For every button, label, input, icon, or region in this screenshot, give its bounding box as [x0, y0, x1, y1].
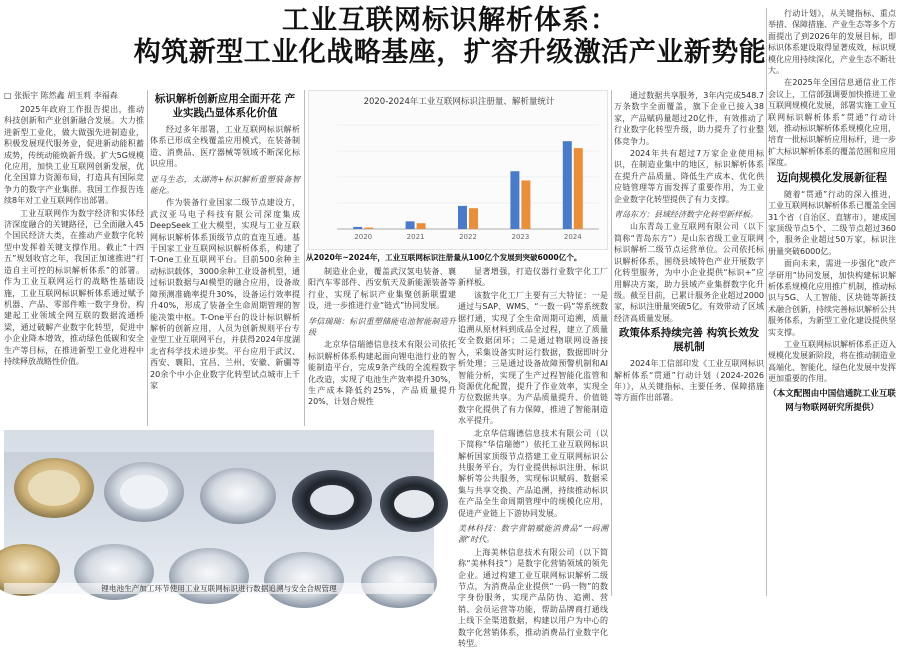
column-divider [611, 90, 612, 596]
paragraph: 工业互联网标识解析体系正迈入规模化发展新阶段，将在推动制造业高端化、智能化、绿色化发展中发挥更加重要的作用。 [768, 339, 896, 384]
paragraph: 面向未来，需进一步强化“政产学研用”协同发展，加快构建标识解析体系规模化应用推广机制，推动标识与5G、人工智能、区块链等新技术融合创新，持续完善标识解析公共服务体系，为新型工业化建设提供坚实支撑。 [768, 259, 896, 337]
x-tick-label: 2022 [459, 233, 477, 241]
headline-line-1: 工业互联网标识解析体系： [282, 5, 618, 36]
bar [563, 141, 572, 229]
column-divider [304, 90, 305, 426]
byline [4, 90, 144, 101]
paragraph: 经过多年部署，工业互联网标识解析体系已形成全栈覆盖应用模式，在装备制造、消费品、医疗器械等领域不断深化标识应用。 [150, 125, 300, 169]
paragraph: 山东青岛工业互联网有限公司（以下简称“青岛东方”）是山东省级工业互联网标识解析二级节点运营单位。公司依托标识解析体系，围绕县域特色产业开展数字化转型服务，为中小企业提供“标识+”应用解决方案，助力县域产业集群数字化升级。截至目前，已累计服务企业超过2000家，标识注册量突破5亿，有效带动了区域经济高质量发展。 [614, 222, 764, 323]
bar [364, 228, 373, 229]
paragraph: 2024年工信部印发《工业互联网标识解析体系“贯通”行动计划（2024-2026年）》，从关键指标、主要任务、保障措施等方面作出部署。 [614, 359, 764, 403]
battery-cells-illustration [4, 430, 434, 594]
bar [574, 148, 583, 229]
paragraph: 随着“贯通”行动的深入推进，工业互联网标识解析体系已覆盖全国31个省（自治区、直辖市），建成国家顶级节点5个、二级节点超过360个，服务企业超过50万家，标识注册量突破6000亿。 [768, 189, 896, 256]
section-subhead: 迈向规模化发展新征程 [777, 170, 887, 184]
column-3 [458, 266, 608, 648]
case-kicker: 亚马生态，太湖湾+标识解析重塑装备智能化。 [150, 174, 300, 196]
column-divider [147, 90, 148, 426]
case-kicker: 华信瑞瑞：标识重塑储能电池智能制造升级 [308, 316, 456, 338]
column-1 [4, 104, 144, 426]
bar [510, 171, 519, 229]
paragraph: 2025年政府工作报告提出，推动科技创新和产业创新融合发展。大力推进新型工业化，做大做强先进制造业，积极发展现代服务业，促进新动能积蓄成势，传统动能焕新升级。扩大5G规模化应用，加快工业互联网创新发展，优化全国算力资源布局，打造具有国际竞争力的数字产业集群。我国工作报告连续8年对工业互联网作出部署。 [4, 105, 144, 206]
bar [417, 223, 426, 229]
photo-caption: 锂电池生产加工环节使用工业互联网标识进行数据追溯与安全合规管理 [4, 583, 434, 594]
battery-production-photo [4, 430, 434, 594]
chart-caption: 从2020年~2024年，工业互联网标识注册量从100亿个发展到突破6000亿个。 [306, 253, 582, 262]
section-subhead: 标识解析创新应用全面开花 产业实践凸显体系化价值 [154, 93, 296, 119]
column-2 [150, 90, 300, 426]
paragraph: 2024年共有超过7万家企业使用标识，在制造业集中的地区，标识解析体系在提升产品质量、降低生产成本、优化供应链管理等方面发挥了重要作用，为工业企业数字化转型提供了有力支撑。 [614, 149, 764, 204]
column-5 [768, 8, 896, 596]
bar [469, 208, 478, 229]
case-kicker: 美林科技：数字营销赋能消费品“一码溯源”时代。 [458, 523, 608, 545]
bar [406, 221, 415, 229]
bar [521, 180, 530, 229]
paragraph: 在2025年全国信息通信业工作会议上，工信部强调要加快推进工业互联网规模化发展，部署实施工业互联网标识解析体系“贯通”行动计划，推动标识解析体系规模化应用，培育一批标识解析应用标杆，进一步扩大标识解析体系的覆盖范围和应用深度。 [768, 78, 896, 168]
bar-chart [309, 91, 609, 251]
paragraph: 上海美林信息技术有限公司（以下简称“美林科技”）是数字化营销领域的领先企业。通过构建工业互联网标识解析二级节点，为消费品企业提供“一码一物”的数字身份服务，实现产品防伪、追溯、营销、会员运营等功能，帮助品牌商打通线上线下全渠道数据，构建以用户为中心的数字化营销体系，推动消费品行业数字化转型。 [458, 547, 608, 648]
case-kicker: 青岛东方：县域经济数字化转型新样板。 [614, 210, 758, 220]
bar [458, 206, 467, 229]
column-divider [766, 8, 767, 596]
byline-text: □ 张振宇 陈然鑫 胡玉莉 李福森 [4, 91, 118, 100]
paragraph: 显著增强，打造仪器行业数字化工厂新样板。 [458, 267, 608, 288]
column-2b [308, 266, 456, 426]
chart-title: 2020-2024年工业互联网标识注册量、解析量统计 [363, 97, 555, 107]
chart-panel [308, 90, 608, 250]
paragraph: 作为装备行业国家二级节点建设方，武汉亚马电子科技有限公司深度集成DeepSeek工业大模型，实现与工业互联网标识解析体系顶级节点的直连互通。基于国家工业互联网标识解析体系，构建了T-One工业互联网平台。目前500余种主动标识载体，3000余种工业设备机型，通过标识数据与AI模型的融合应用，设备故障预测准确率提升30%，设备运行效率提升40%，形成了装备全生命周期管理的智能决策中枢。T-One平台的设计标识解析解析的创新应用，人员为创新规则平台专业型工业互联网平台，并获得2024年度湖北省科学技术进步奖。平台应用于武汉、西安、襄阳、宜昌、兰州、安徽、新疆等20余个中小企业数字化转型试点城市上千家 [150, 198, 300, 390]
paragraph: 通过数据共享服务，3年内完成548.7万条数字全面覆盖，旗下企业已接入38家，产品赋码量超过20亿件，有效推动了行业数字化转型升级，助力提升了行业整体竞争力。 [614, 91, 764, 146]
x-tick-label: 2020 [354, 233, 373, 241]
x-tick-label: 2021 [406, 233, 425, 241]
headline [0, 6, 900, 84]
section-subhead: 政策体系持续完善 构筑长效发展机制 [618, 327, 760, 354]
headline-line-2: 构筑新型工业化战略基座，扩容升级激活产业新势能 [133, 37, 767, 69]
paragraph: 北京华信瑞德信息技术有限公司（以下简称“华信瑞德”）依托工业互联网标识解析国家顶级节点搭建工业互联网标识公共服务平台，为行业提供标识注册、标识解析等公共服务，实现标识赋码、数据采集与共享交换、产品追溯，持续推动标识在产品全生命周期管理中的规模化应用，促进产业链上下游协同发展。 [458, 428, 608, 518]
paragraph: 行动计划》，从关键指标、重点举措、保障措施、产业生态等多个方面提出了到2026年的发展目标，即标识体系建设取得显著成效，标识规模化应用持续深化，产业生态不断壮大。 [768, 9, 896, 76]
paragraph: 北京华信瑞德信息技术有限公司依托标识解析体系构建起面向锂电池行业的智能制造平台，完成9条产线的全流程数字化改造，实现了电池生产效率提升30%，生产成本降低约25%，产品质量提升20%，计划合规性 [308, 340, 456, 407]
paragraph: 工业互联网作为数字经济和实体经济深度融合的关键路径，已全面融入45个国民经济大类，在推动产业数字化转型中发挥着关键支撑作用。截止“十四五”规划收官之年，我国正加速推进“打造自主可控的标识解析体系”的部署。作为工业互联网运行的战略性基础设施，工业互联网标识解析体系通过赋予机器、产品、零部件唯一数字身份，构建起工业领域全网互联的数据流通桥梁，通过破解产业数字化转型，促进中小企业降本增效，推动绿色低碳和安全生产等目标，在推进新型工业化进程中持续释放战略性价值。 [4, 208, 144, 366]
x-tick-label: 2023 [511, 233, 530, 241]
paragraph: 制造业企业，覆盖武汉氢电装备、襄阳汽车零部件、西安航天及新能源装备等行业，实现了标识产业集聚创新联盟建设，进一步推进行业“链式”协同发展。 [308, 267, 456, 311]
x-tick-label: 2024 [563, 233, 582, 241]
paragraph: 该数字化工厂主要有三大特征：一是通过与SAP、WMS、“一数一码”等系统数据打通，实现了全生命周期可追溯，质量追溯从原材料到成品全过程，建立了质量安全数据闭环；二是通过物联网设备接入，采集设备实时运行数据，数据即时分析处理；三是通过设备故障预警机制和AI智能分析，实现了生产过程智能化监管和资源优化配置，提升了作业效率，实现全方位数据共享。为产品质量提升、价值链数字化提供了有力保障，推进了智能制造水平提升。 [458, 290, 608, 426]
end-note: （本文配图由中国信通院工业互联网与物联网研究所提供） [768, 388, 896, 413]
column-4 [614, 90, 764, 596]
bar [353, 227, 362, 229]
